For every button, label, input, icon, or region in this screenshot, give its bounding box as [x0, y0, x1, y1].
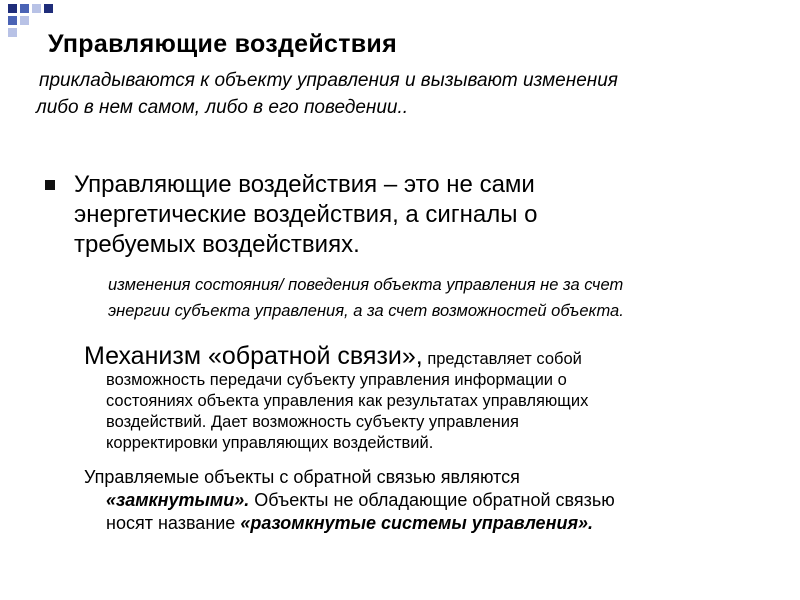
open-term: «разомкнутые систeмы управления». [240, 513, 594, 533]
deco-square [8, 16, 17, 25]
closed-line: Управляемые объекты с обратной связью являются [84, 467, 520, 487]
closed-line [84, 512, 764, 535]
deco-square [20, 4, 29, 13]
feedback-heading: Механизм «обратной связи», [84, 342, 423, 370]
feedback-first-line [84, 342, 724, 370]
feedback-text: представляет собой [422, 350, 582, 368]
feedback-line: состояниях объекта управления как результатах управляющих [106, 392, 589, 410]
note-line: изменения состояния/ поведения объекта управления не за счет [108, 276, 624, 294]
closed-text: Объекты не обладающие обратной связью [249, 490, 615, 510]
deco-square [20, 16, 29, 25]
feedback-line: корректировки управляющих воздействий. [106, 434, 434, 452]
closed-line [84, 489, 764, 512]
closed-term: «замкнутыми». [106, 490, 250, 510]
slide-subtitle [36, 67, 756, 121]
feedback-line: воздействий. Дает возможность субъекту управления [106, 413, 519, 431]
feedback-paragraph [84, 342, 724, 454]
closed-text: носят название [106, 513, 241, 533]
note-line: энергии субъекта управления, а за счет возможностей объекта. [108, 302, 624, 320]
deco-square [8, 4, 17, 13]
bullet-line: Управляющие воздействия – это не сами [74, 171, 535, 198]
subtitle-line: либо в нем самом, либо в его поведении.. [36, 97, 409, 118]
closed-systems-paragraph [84, 466, 764, 535]
bullet-line: энергетические воздействия, а сигналы о [74, 201, 538, 228]
deco-square [44, 4, 53, 13]
feedback-line: возможность передачи субъекту управления информации о [106, 371, 567, 389]
main-bullet [40, 170, 700, 260]
deco-square [32, 4, 41, 13]
subtitle-line: прикладываются к объекту управления и вызывают изменения [39, 70, 618, 91]
slide-title: Управляющие воздействия [48, 30, 397, 58]
square-bullet-icon [45, 180, 55, 190]
deco-square [8, 28, 17, 37]
bullet-line: требуемых воздействиях. [74, 231, 360, 258]
italic-note [108, 272, 768, 324]
